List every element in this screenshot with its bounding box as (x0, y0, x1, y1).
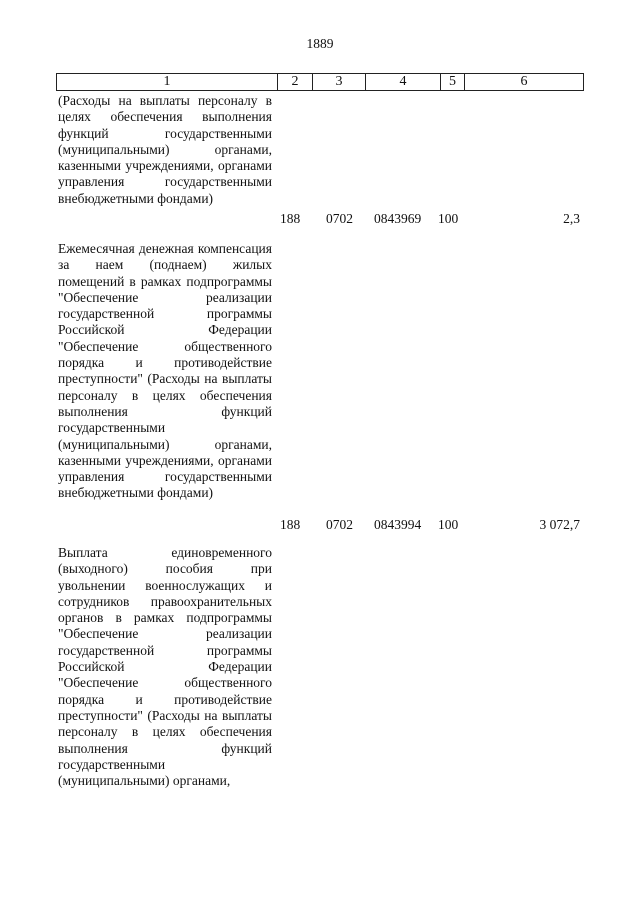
column-header-2: 2 (278, 74, 313, 90)
table-header (56, 73, 584, 91)
column-header-4: 4 (366, 74, 441, 90)
column-header-5: 5 (441, 74, 465, 90)
row-target-article: 0843994 (374, 517, 422, 532)
column-header-3: 3 (313, 74, 366, 90)
row-description: Ежемесячная денежная компенсация за наем (поднаем) жилых помещений в рамках подпрограммы "Обеспечение реализации государственной программы Российской Федерации "Обеспечение общественного порядка и противодействие преступности" (Расходы на выплаты персоналу в целях обеспечения выполнения функций государственными (муниципальными) органами, казенными учреждениями, органами управления государственными внебюджетными фондами) (58, 241, 272, 501)
page-number: 1889 (306, 36, 334, 51)
row-section: 0702 (326, 211, 353, 226)
row-expense-type: 100 (438, 211, 459, 226)
row-amount: 3 072,7 (539, 517, 580, 532)
table-row (56, 93, 584, 233)
table-row (56, 545, 584, 845)
row-expense-type: 100 (438, 517, 459, 532)
table-row (56, 241, 584, 541)
row-target-article: 0843969 (374, 211, 422, 226)
column-header-1: 1 (57, 74, 278, 90)
column-header-6: 6 (520, 74, 528, 89)
row-code: 188 (280, 211, 301, 226)
row-amount: 2,3 (563, 211, 580, 226)
row-description: (Расходы на выплаты персоналу в целях обеспечения выполнения функций государственными (муниципальными) органами, казенными учреждениями, органами управления государственными внебюджетными фондами) (58, 93, 272, 206)
row-section: 0702 (326, 517, 353, 532)
row-code: 188 (280, 517, 301, 532)
row-description: Выплата единовременного (выходного) пособия при увольнении военнослужащих и сотрудников правоохранительных органов в рамках подпрограммы "Обеспечение реализации государственной программы Российской Федерации "Обеспечение общественного порядка и противодействие преступности" (Расходы на выплаты персоналу в целях обеспечения выполнения функций государственными (муниципальными) органами, (58, 545, 272, 789)
